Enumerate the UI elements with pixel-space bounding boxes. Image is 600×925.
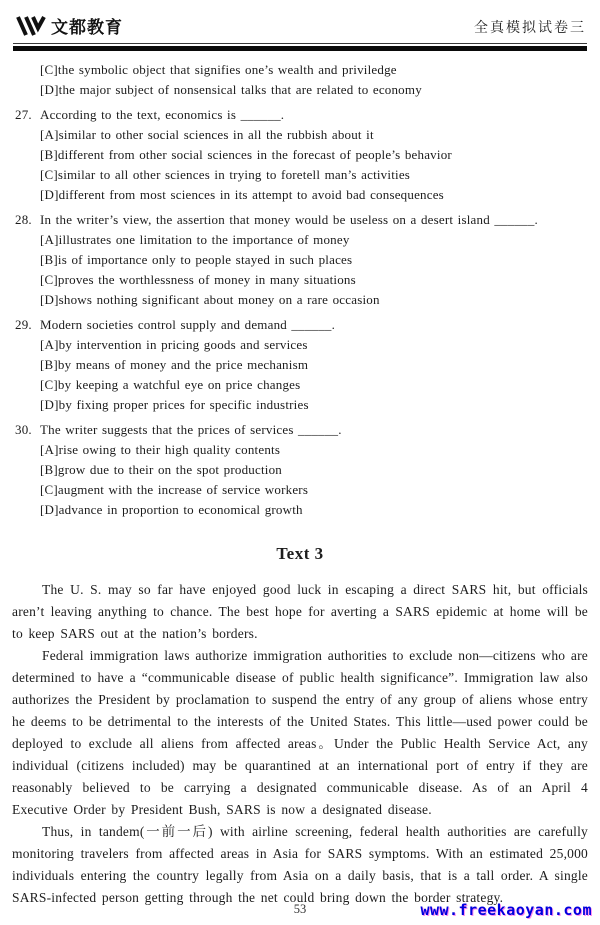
question-text: According to the text, economics is ______. (40, 107, 285, 122)
option-line: [D]the major subject of nonsensical talks that are related to economy (40, 82, 422, 97)
question-stem (12, 315, 588, 335)
passage-paragraph: Federal immigration laws authorize immigration authorities to exclude non—citizens who are determined to have a “communicable disease of public health significance”. Immigration law also authorizes the President by proclamation to suspend the entry of any group of aliens whose entry he deems to be detrimental to the interests of the United States. This little—used power could be deployed to exclude all aliens from affected areas。Under the Public Health Service Act, any individual (citizens included) may be quarantined at an international port of entry if they are reasonably believed to be carrying a designated communicable disease. As of an April 4 Executive Order by President Bush, SARS is now a designated disease. (12, 648, 588, 817)
option-line: [C]similar to all other sciences in trying to foretell man’s activities (40, 167, 411, 182)
question-number: 30. (15, 422, 32, 437)
question-stem (12, 210, 588, 230)
option-line: [B]is of importance only to people stayed in such places (40, 252, 353, 267)
option-line: [D]by fixing proper prices for specific industries (40, 397, 309, 412)
question-text: The writer suggests that the prices of services ______. (40, 422, 342, 437)
option-line: [B]by means of money and the price mechanism (40, 357, 309, 372)
option-line: [A]illustrates one limitation to the importance of money (40, 232, 350, 247)
option-line: [C]augment with the increase of service workers (40, 482, 309, 497)
option-line: [D]different from most sciences in its attempt to avoid bad consequences (40, 187, 444, 202)
question-number: 28. (15, 212, 32, 227)
option-line: [C]the symbolic object that signifies one’s wealth and priviledge (40, 62, 397, 77)
header-title: 全真模拟试卷三 (474, 20, 586, 36)
option-line: [D]shows nothing significant about money on a rare occasion (40, 292, 380, 307)
option-line: [C]proves the worthlessness of money in many situations (40, 272, 356, 287)
passage (0, 579, 600, 909)
question-stem (12, 105, 588, 125)
questions-block (0, 51, 600, 520)
passage-paragraph: Thus, in tandem(一前一后) with airline screening, federal health authorities are carefully monitoring travelers from affected areas in Asia for SARS symptoms. With an estimated 25,000 individuals entering the country legally from Asia on a daily basis, that is a tall order. A single SARS-infected person getting through the net could bring down the border strategy. (12, 824, 588, 905)
option-line: [D]advance in proportion to economical growth (40, 502, 303, 517)
option-line: [B]grow due to their on the spot production (40, 462, 282, 477)
page-header (0, 0, 600, 38)
question-number: 29. (15, 317, 32, 332)
brand-name: 文都教育 (51, 18, 123, 38)
option-line: [A]rise owing to their high quality contents (40, 442, 281, 457)
option-line: [A]similar to other social sciences in all the rubbish about it (40, 127, 374, 142)
page-number: 53 (293, 902, 307, 916)
option-line: [B]different from other social sciences in the forecast of people’s behavior (40, 147, 452, 162)
question-text: In the writer’s view, the assertion that money would be useless on a desert island ______. (40, 212, 539, 227)
brand (16, 13, 123, 38)
watermark-link[interactable]: www.freekaoyan.com (420, 901, 592, 919)
question-stem (12, 420, 588, 440)
question-text: Modern societies control supply and demand ______. (40, 317, 336, 332)
question-number: 27. (15, 107, 32, 122)
passage-paragraph: The U. S. may so far have enjoyed good luck in escaping a direct SARS hit, but officials aren’t leaving anything to chance. The best hope for averting a SARS epidemic at home will be to keep SARS out at the nation’s borders. (12, 582, 588, 641)
wendu-logo-icon (16, 16, 46, 36)
option-line: [A]by intervention in pricing goods and services (40, 337, 308, 352)
header-rule-thin (13, 43, 587, 44)
section-heading: Text 3 (276, 544, 324, 563)
option-line: [C]by keeping a watchful eye on price changes (40, 377, 301, 392)
